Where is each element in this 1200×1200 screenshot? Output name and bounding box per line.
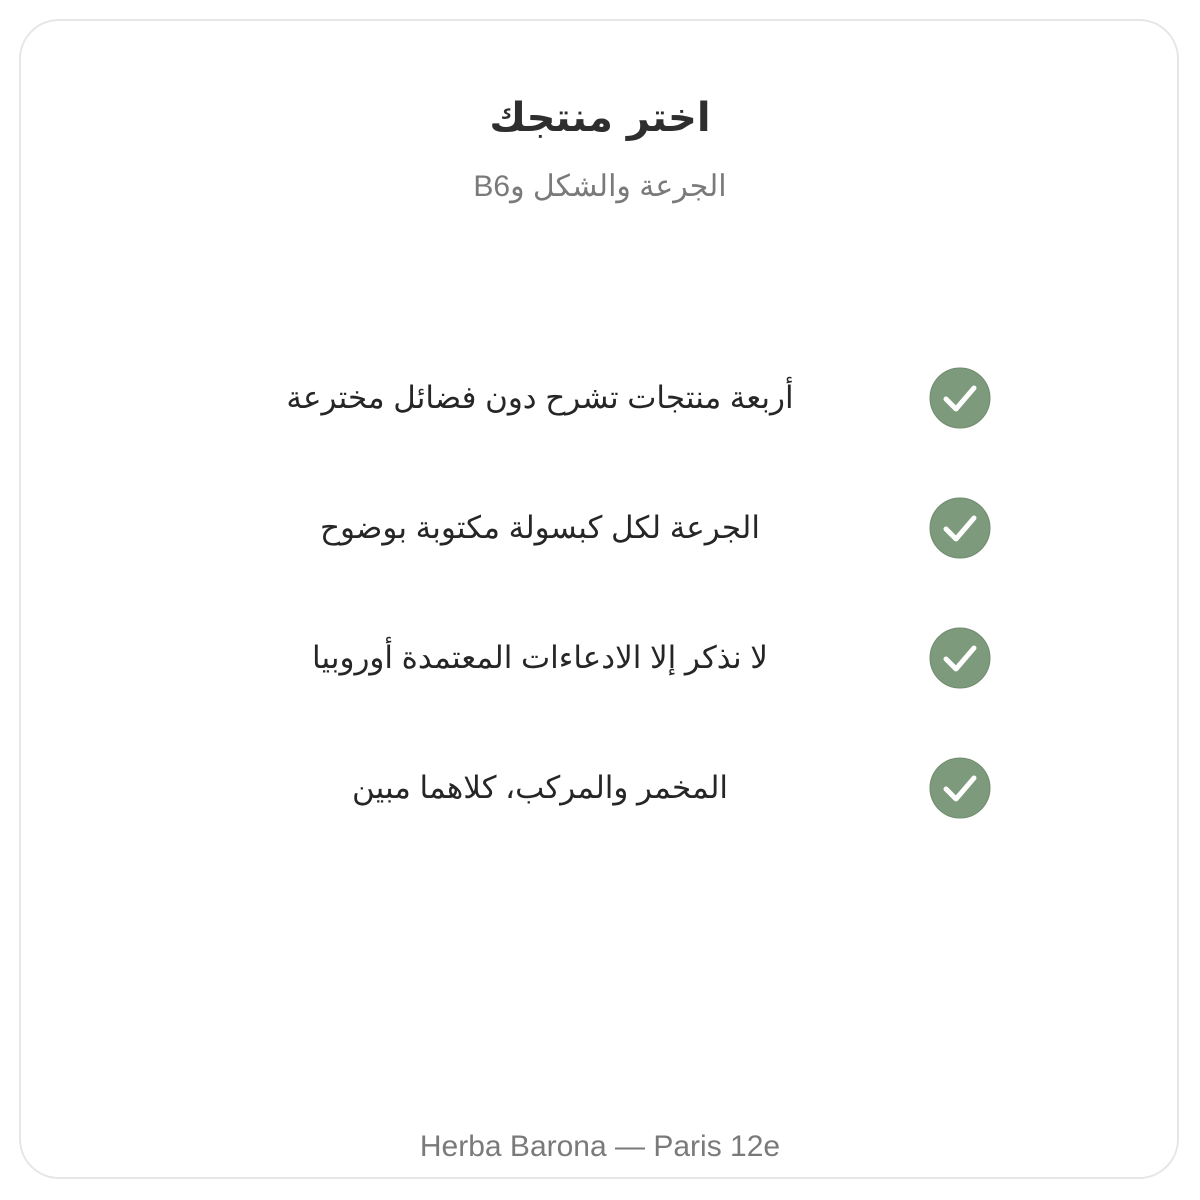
- feature-label: لا نذكر إلا الادعاءات المعتمدة أوروبيا: [312, 640, 768, 675]
- feature-label: الجرعة لكل كبسولة مكتوبة بوضوح: [320, 510, 760, 545]
- feature-item: [0, 626, 1200, 690]
- check-circle-icon: [929, 627, 991, 689]
- footer-brand: Herba Barona — Paris 12e: [419, 1130, 781, 1163]
- check-circle-icon: [929, 757, 991, 819]
- feature-label: المخمر والمركب، كلاهما مبين: [352, 770, 728, 805]
- check-circle-icon: [929, 497, 991, 559]
- feature-item: [0, 496, 1200, 560]
- feature-item: [0, 366, 1200, 430]
- page-subtitle: الجرعة والشكل وB6: [473, 170, 727, 203]
- feature-item: [0, 756, 1200, 820]
- page-title: اختر منتجك: [489, 95, 711, 141]
- feature-label: أربعة منتجات تشرح دون فضائل مخترعة: [286, 380, 794, 415]
- check-circle-icon: [929, 367, 991, 429]
